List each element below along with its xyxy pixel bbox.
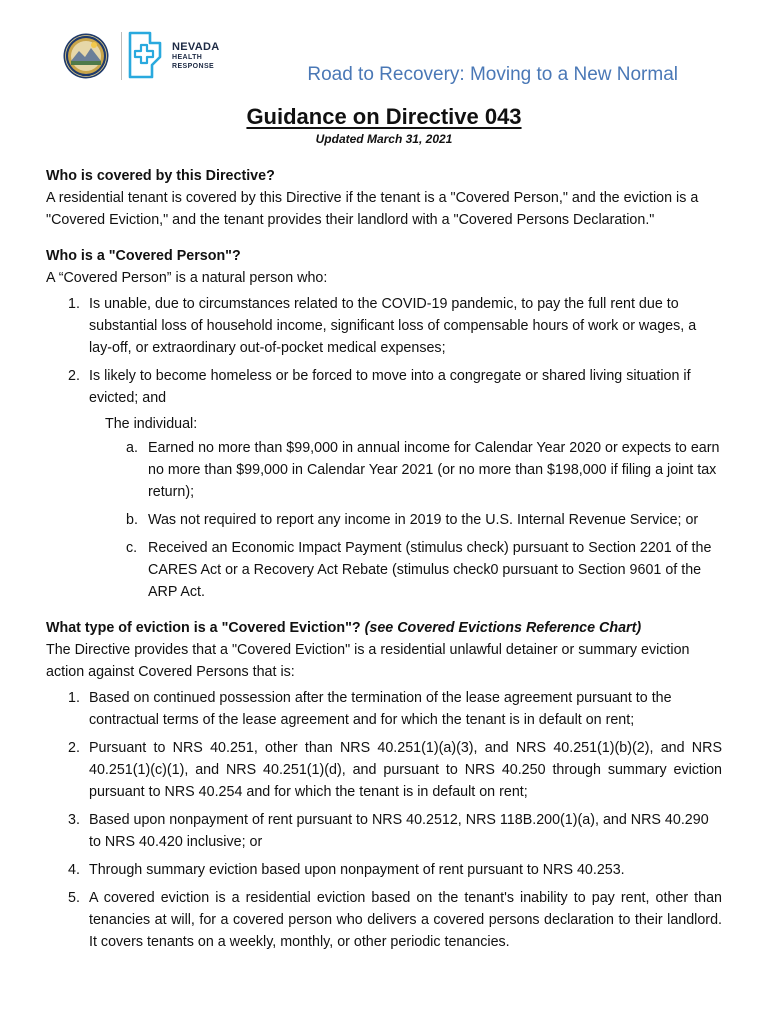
list-item-text: A covered eviction is a residential eviction based on the tenant's inability to pay rent, other than tenancies at will, for a covered person who delivers a covered persons declaration to their landlord. It covers tenants on a weekly, monthly, or other periodic tenancies. <box>89 890 722 950</box>
covered-person-list <box>46 293 722 409</box>
page-header <box>0 0 768 95</box>
list-item <box>46 737 722 803</box>
list-item-text: Received an Economic Impact Payment (stimulus check) pursuant to Section 2201 of the CARES Act or a Recovery Act Rebate (stimulus check0 pursuant to Section 9601 of the ARP Act. <box>148 540 712 600</box>
section-heading: Who is covered by this Directive? <box>46 168 275 184</box>
section-covered-person <box>46 245 722 603</box>
logo-divider <box>121 32 122 80</box>
list-item <box>46 437 722 503</box>
list-item-text: Is likely to become homeless or be forced to move into a congregate or shared living situation if evicted; and <box>89 368 691 406</box>
individual-criteria-list <box>46 437 722 603</box>
section-heading-text: What type of eviction is a "Covered Eviction"? <box>46 620 361 636</box>
title-wrap <box>0 104 768 130</box>
list-item-text: Earned no more than $99,000 in annual income for Calendar Year 2020 or expects to earn no more than $99,000 in Calendar Year 2021 (or no more than $198,000 if filing a joint tax return); <box>148 440 720 500</box>
list-marker: a. <box>126 440 138 456</box>
section-intro: The Directive provides that a "Covered Eviction" is a residential unlawful detainer or summary eviction action against Covered Persons that is: <box>46 642 690 680</box>
updated-date: Updated March 31, 2021 <box>315 132 453 146</box>
list-marker: 1. <box>68 296 80 312</box>
list-item-text: Was not required to report any income in 2019 to the U.S. Internal Revenue Service; or <box>148 512 699 528</box>
list-marker: 2. <box>68 368 80 384</box>
list-marker: c. <box>126 540 138 556</box>
org-name-line1: NEVADA <box>172 41 220 53</box>
list-item-text: Pursuant to NRS 40.251, other than NRS 40.251(1)(a)(3), and NRS 40.251(1)(b)(2), and NRS 40.251(1)(c)(1), and NRS 40.251(1)(d), and pursuant to NRS 40.250 through summary eviction pursuant to NRS 40.254 and for which the tenant is in default on rent; <box>89 740 722 800</box>
list-item <box>46 509 722 531</box>
list-marker: 4. <box>68 862 80 878</box>
list-marker: 5. <box>68 890 80 906</box>
tagline: Road to Recovery: Moving to a New Normal <box>307 64 678 85</box>
section-intro: A “Covered Person” is a natural person who: <box>46 270 328 286</box>
org-name-line3: RESPONSE <box>172 63 215 70</box>
nevada-health-response-cross-icon <box>128 29 166 81</box>
list-marker: b. <box>126 512 138 528</box>
section-heading: Who is a "Covered Person"? <box>46 248 241 264</box>
list-item <box>46 537 722 603</box>
list-marker: 3. <box>68 812 80 828</box>
section-heading <box>46 617 722 639</box>
section-body: A residential tenant is covered by this Directive if the tenant is a "Covered Person," and the eviction is a "Covered Eviction," and the tenant provides their landlord with a "Covered Persons Declaration." <box>46 190 699 228</box>
nevada-state-seal-icon <box>63 33 109 79</box>
covered-eviction-list <box>46 687 722 953</box>
list-item-text: Is unable, due to circumstances related to the COVID-19 pandemic, to pay the full rent due to substantial loss of household income, significant loss of compensable hours of work or wages, a lay-off, or extraordinary out-of-pocket medical expenses; <box>89 296 697 356</box>
individual-label: The individual: <box>105 416 198 432</box>
document-body <box>46 165 722 967</box>
list-item <box>46 293 722 359</box>
list-item-text: Based on continued possession after the termination of the lease agreement pursuant to the contractual terms of the lease agreement and for which the tenant is in default on rent; <box>89 690 672 728</box>
list-item <box>46 809 722 853</box>
section-covered-directive <box>46 165 722 231</box>
list-marker: 1. <box>68 690 80 706</box>
list-marker: 2. <box>68 740 80 756</box>
list-item-text: Through summary eviction based upon nonpayment of rent pursuant to NRS 40.253. <box>89 862 625 878</box>
list-item <box>46 887 722 953</box>
document-title: Guidance on Directive 043 <box>246 104 522 129</box>
list-item <box>46 859 722 881</box>
org-name <box>172 41 219 71</box>
list-item-text: Based upon nonpayment of rent pursuant to NRS 40.2512, NRS 118B.200(1)(a), and NRS 40.290 to NRS 40.420 inclusive; or <box>89 812 709 850</box>
section-covered-eviction <box>46 617 722 953</box>
org-name-line2: HEALTH <box>172 54 203 61</box>
list-item <box>46 365 722 409</box>
list-item <box>46 687 722 731</box>
reference-chart-link: (see Covered Evictions Reference Chart) <box>364 620 642 636</box>
